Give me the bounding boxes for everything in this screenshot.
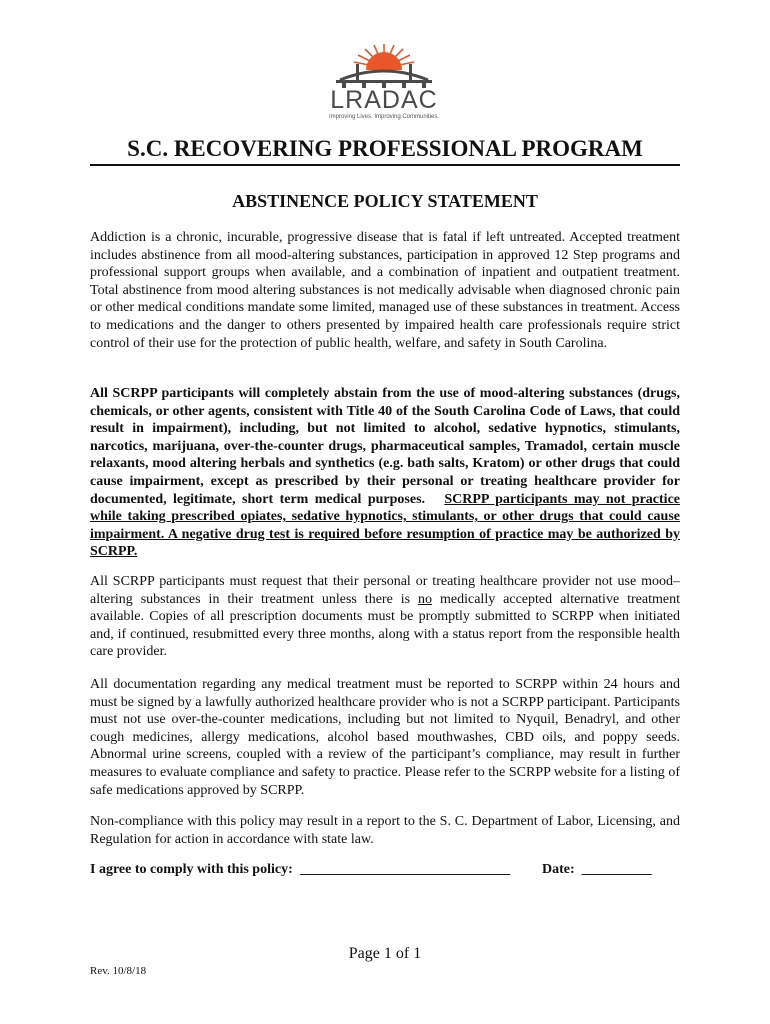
- logo-wordmark: LRADAC: [330, 86, 438, 114]
- non-compliance-paragraph: Non-compliance with this policy may result in a report to the S. C. Department of Labor, Licensing, and Regulation for action in accordance with state law.: [90, 814, 680, 847]
- page-number: Page 1 of 1: [348, 945, 422, 962]
- document-subtitle: ABSTINENCE POLICY STATEMENT: [232, 191, 538, 211]
- revision-date: Rev. 10/8/18: [90, 965, 147, 977]
- date-field[interactable]: __________: [581, 862, 652, 877]
- agreement-label: I agree to comply with this policy:: [90, 862, 293, 877]
- lradac-logo: [322, 40, 446, 124]
- prescription-text-end: medically accepted alternative treatment available. Copies of all prescription documents must be promptly submitted to SCRPP when initiated and, if continued, resubmitted every three months, along with a status report from the responsible health care provider.: [90, 591, 680, 660]
- prescription-paragraph: [90, 573, 680, 661]
- document-title: S.C. RECOVERING PROFESSIONAL PROGRAM: [127, 136, 643, 161]
- requirement-text: All SCRPP participants will completely abstain from the use of mood-altering substances (drugs, chemicals, or other agents, consistent with Title 40 of the South Carolina Code of Laws, that could result in impairment), including, but not limited to alcohol, sedative hypnotics, stimulants, narcotics, marijuana, over-the-counter drugs, pharmaceutical samples, Tramadol, certain muscle relaxants, mood altering herbals and synthetics (e.g. bath salts, Kratom) or other drugs that could cause impairment, except as prescribed by their personal or treating healthcare provider for documented, legitimate, short term medical purposes.: [90, 386, 680, 507]
- emphasis-no: no: [418, 591, 433, 607]
- abstinence-requirement-paragraph: [90, 385, 680, 561]
- date-label: Date:: [542, 862, 575, 877]
- date-group: [542, 861, 652, 879]
- intro-paragraph: Addiction is a chronic, incurable, progressive disease that is fatal if left untreated. Accepted treatment includes abstinence from all mood-altering substances, participation in approved 12 Step programs and professional support groups when available, and a combination of inpatient and outpatient treatment. Total abstinence from mood altering substances is not medically advisable when diagnosed chronic pain or other medical conditions mandate some limited, managed use of these substances in treatment. Access to medications and the danger to others presented by impaired health care professionals require strict control of their use for the protection of public health, welfare, and safety in South Carolina.: [90, 230, 680, 351]
- sun-bridge-icon: [322, 40, 446, 90]
- practice-restriction-text: SCRPP participants may not practice while taking prescribed opiates, sedative hypnotics, stimulants, or other drugs that could cause impairment. A negative drug test is required before resumption of practice may be authorized by SCRPP.: [90, 491, 680, 560]
- signature-field[interactable]: ______________________________: [300, 862, 511, 877]
- agreement-line: [90, 861, 680, 879]
- title-underline: [90, 164, 680, 166]
- documentation-paragraph: All documentation regarding any medical treatment must be reported to SCRPP within 24 hours and must be signed by a lawfully authorized healthcare provider who is not a SCRPP participant. Participants must not use over-the-counter medications, including but not limited to Nyquil, Benadryl, and other cough medicines, allergy medications, alcohol based mouthwashes, CBD oils, and poppy seeds. Abnormal urine screens, coupled with a review of the participant’s compliance, may result in further measures to evaluate compliance and safety to practice. Please refer to the SCRPP website for a listing of safe medications approved by SCRPP.: [90, 677, 680, 798]
- logo-tagline: Improving Lives. Improving Communities.: [328, 114, 440, 120]
- prescription-text-start: All SCRPP participants must request that their personal or treating healthcare provider not use mood–altering substances in their treatment unless there is: [90, 574, 680, 607]
